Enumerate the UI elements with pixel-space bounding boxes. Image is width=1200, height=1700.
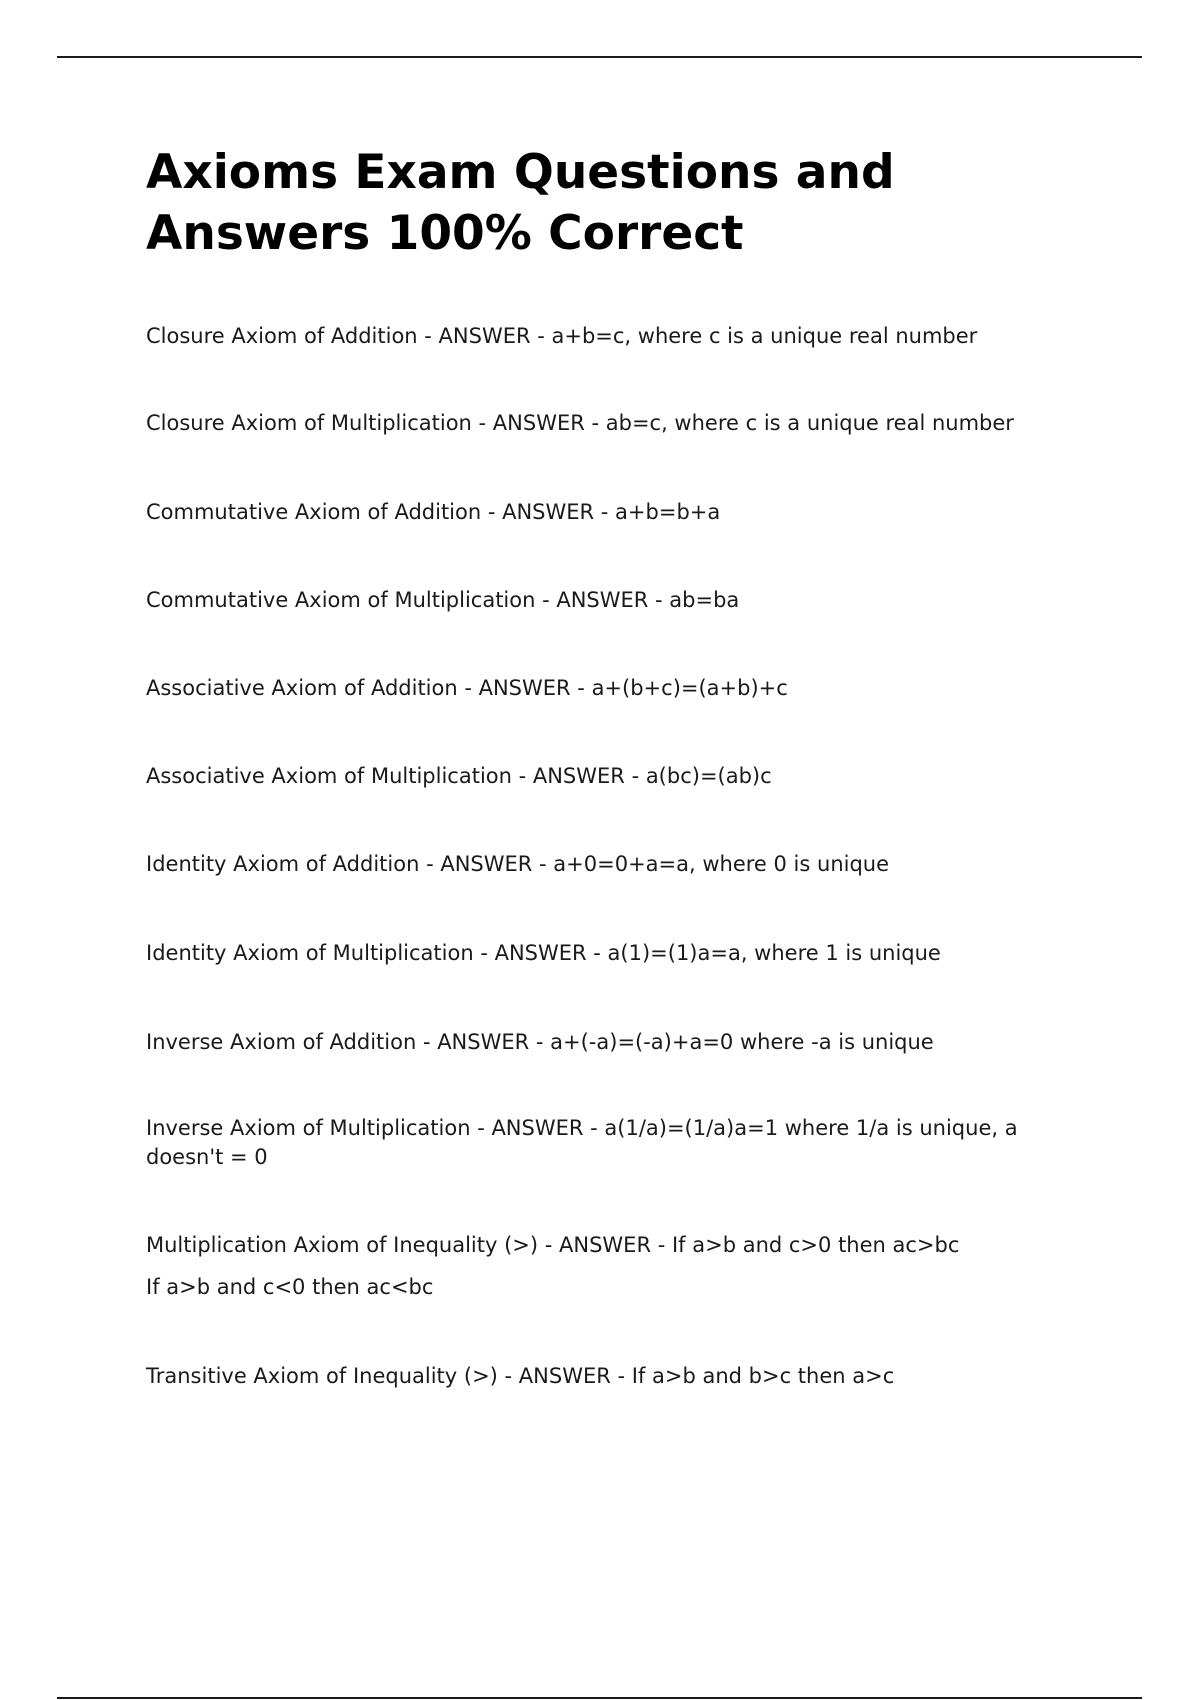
qa-item <box>146 762 1086 791</box>
qa-text: Identity Axiom of Addition - ANSWER - a+0=0+a=a, where 0 is unique <box>146 852 890 876</box>
qa-text: Associative Axiom of Multiplication - ANSWER - a(bc)=(ab)c <box>146 764 772 788</box>
qa-item <box>146 1362 1086 1391</box>
qa-text: Identity Axiom of Multiplication - ANSWER - a(1)=(1)a=a, where 1 is unique <box>146 941 941 965</box>
qa-text: Transitive Axiom of Inequality (>) - ANSWER - If a>b and b>c then a>c <box>146 1364 895 1388</box>
document-body <box>146 142 1086 1388</box>
qa-text: Inverse Axiom of Addition - ANSWER - a+(-a)=(-a)+a=0 where -a is unique <box>146 1030 934 1054</box>
top-rule <box>57 56 1142 58</box>
qa-item <box>146 674 1086 703</box>
qa-item <box>146 498 1086 527</box>
qa-item <box>146 939 1086 968</box>
document-title <box>146 142 1086 264</box>
title-line-2: Answers 100% Correct <box>146 206 744 261</box>
qa-item <box>146 1114 1086 1172</box>
qa-item <box>146 1231 1086 1302</box>
qa-text: Closure Axiom of Addition - ANSWER - a+b=c, where c is a unique real number <box>146 324 978 348</box>
qa-text: Multiplication Axiom of Inequality (>) - ANSWER - If a>b and c>0 then ac>bc <box>146 1233 960 1257</box>
qa-item <box>146 322 1086 351</box>
qa-item <box>146 586 1086 615</box>
qa-item <box>146 850 1086 879</box>
qa-text: Closure Axiom of Multiplication - ANSWER - ab=c, where c is a unique real number <box>146 411 1014 435</box>
qa-text: Commutative Axiom of Addition - ANSWER - a+b=b+a <box>146 500 721 524</box>
bottom-rule <box>57 1697 1142 1699</box>
qa-item <box>146 409 1086 438</box>
qa-text: Inverse Axiom of Multiplication - ANSWER - a(1/a)=(1/a)a=1 where 1/a is unique, a doesn't = 0 <box>146 1116 1018 1169</box>
qa-text: Commutative Axiom of Multiplication - ANSWER - ab=ba <box>146 588 740 612</box>
qa-text-line-2: If a>b and c<0 then ac<bc <box>146 1275 434 1299</box>
title-line-1: Axioms Exam Questions and <box>146 145 895 200</box>
qa-text: Associative Axiom of Addition - ANSWER - a+(b+c)=(a+b)+c <box>146 676 788 700</box>
qa-item <box>146 1028 1086 1057</box>
